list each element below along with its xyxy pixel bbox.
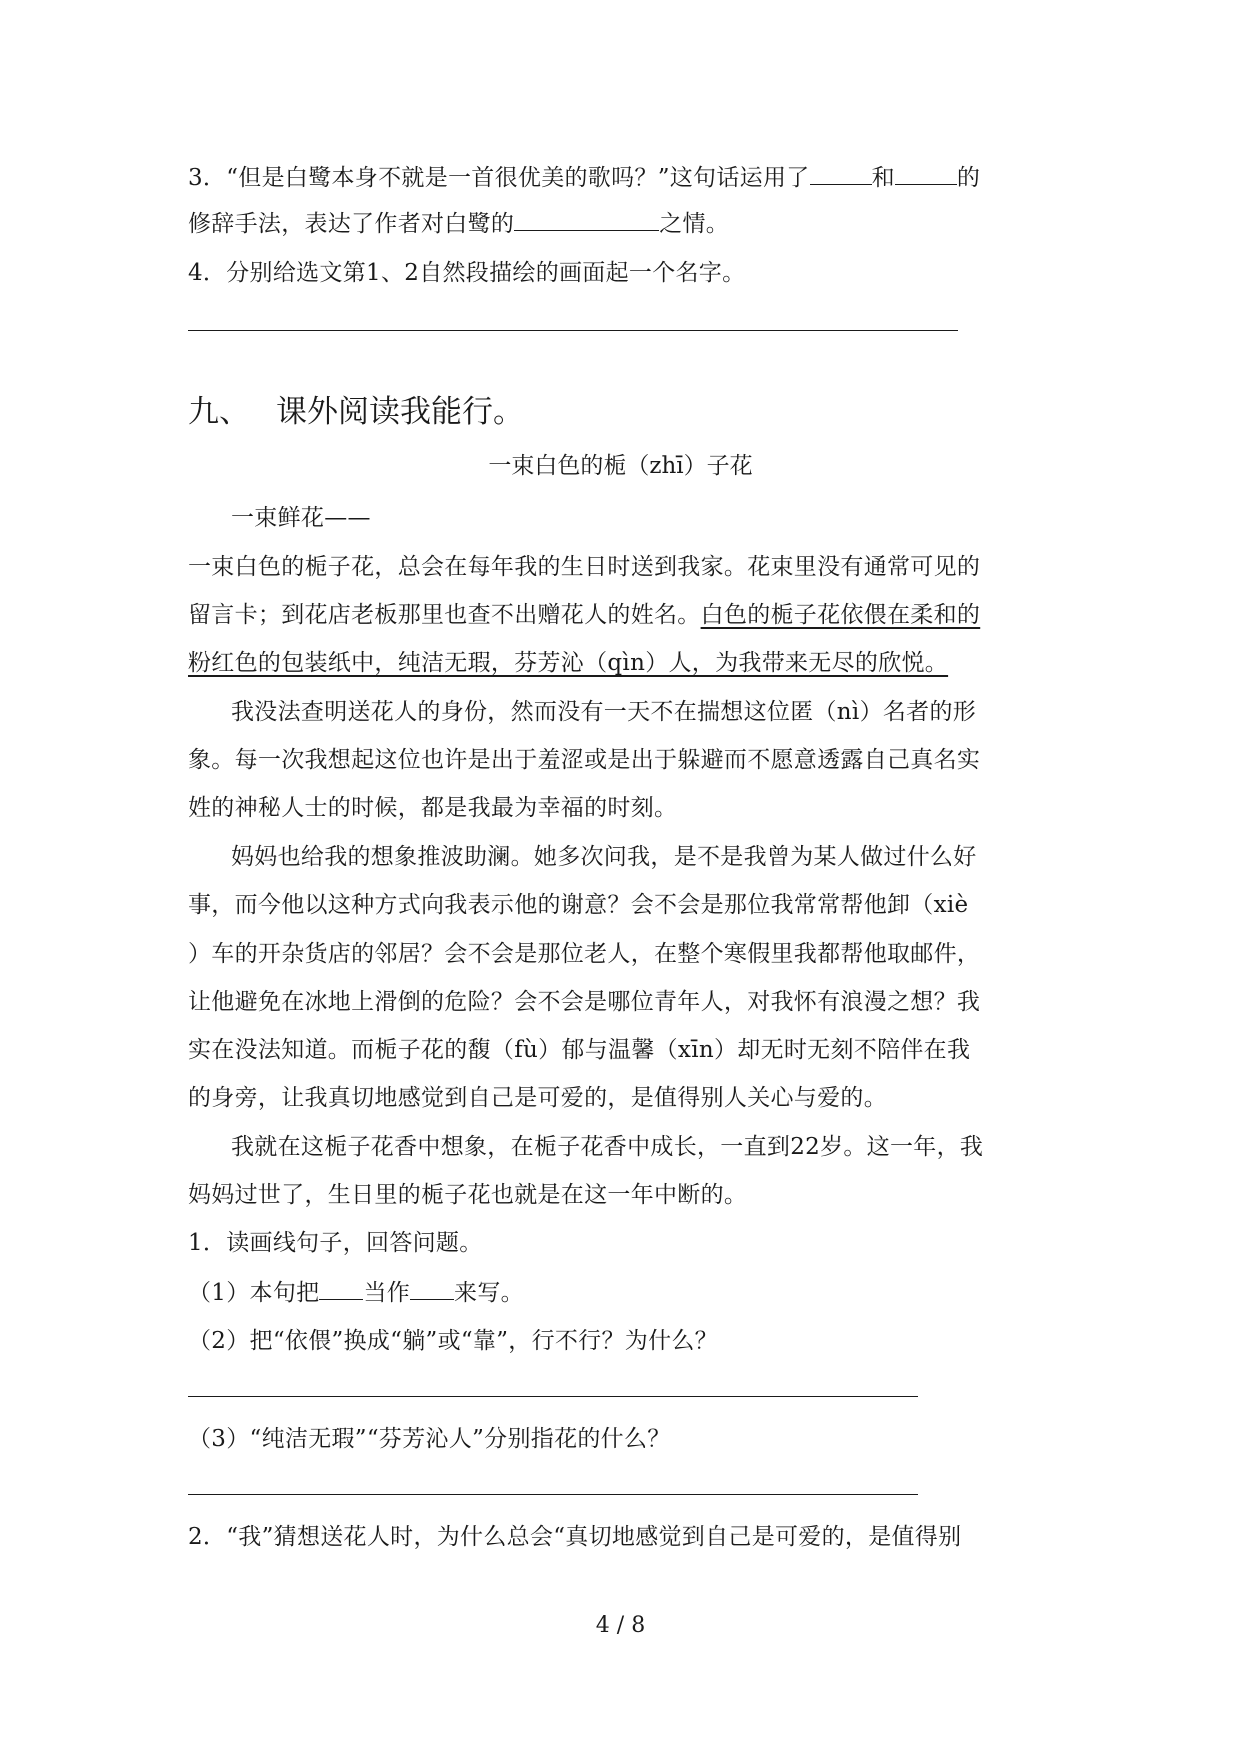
- underlined-sentence-part-1: 白色的栀子花依偎在柔和的: [700, 602, 981, 628]
- question-1-2: （2）把“依偎”换成“躺”或“靠”，行不行？为什么？: [188, 1328, 718, 1354]
- passage-subhead: 一束鲜花——: [231, 505, 371, 531]
- q3-blank-1[interactable]: [810, 162, 872, 185]
- paragraph-1-line-2: [188, 600, 980, 630]
- question-1-1-text-a: （1）本句把: [188, 1280, 320, 1306]
- q3-text-c: 的: [956, 165, 981, 191]
- question-1-1-blank-2[interactable]: [410, 1277, 454, 1300]
- q3-text-d: 修辞手法，表达了作者对白鹭的: [188, 211, 515, 237]
- paragraph-3-line-6: 的身旁，让我真切地感觉到自己是可爱的，是值得别人关心与爱的。: [188, 1085, 887, 1111]
- paragraph-3-line-4: 让他避免在冰地上滑倒的危险？会不会是哪位青年人，对我怀有浪漫之想？我: [188, 989, 981, 1015]
- paragraph-3-line-1: 妈妈也给我的想象推波助澜。她多次问我，是不是我曾为某人做过什么好: [231, 844, 977, 870]
- q4-answer-line[interactable]: [188, 330, 958, 331]
- q3-blank-3[interactable]: [514, 208, 659, 231]
- paragraph-2-line-2: 象。每一次我想起这位也许是出于羞涩或是出于躲避而不愿意透露自己真名实: [188, 747, 981, 773]
- q4-text: 4．分别给选文第1、2自然段描绘的画面起一个名字。: [188, 260, 746, 286]
- q3-text-e: 之情。: [659, 211, 730, 237]
- paragraph-3-line-5: 实在没法知道。而栀子花的馥（fù）郁与温馨（xīn）却无时无刻不陪伴在我: [188, 1037, 971, 1063]
- question-1-1-text-b: 当作: [363, 1280, 411, 1306]
- page-number: 4 / 8: [595, 1613, 646, 1638]
- question-1-3: （3）“纯洁无瑕”“芬芳沁人”分别指花的什么？: [188, 1426, 671, 1452]
- q3-text-a: 3．“但是白鹭本身不就是一首很优美的歌吗？”这句话运用了: [188, 165, 810, 191]
- paragraph-3-line-2: 事，而今他以这种方式向我表示他的谢意？会不会是那位我常常帮他卸（xiè: [188, 892, 969, 918]
- paragraph-1-line-3: [188, 648, 948, 678]
- paragraph-4-line-2: 妈妈过世了，生日里的栀子花也就是在这一年中断的。: [188, 1182, 748, 1208]
- passage-title: 一束白色的栀（zhī）子花: [488, 453, 753, 479]
- question-1-1: [188, 1277, 524, 1308]
- question-1-1-blank-1[interactable]: [319, 1277, 363, 1300]
- paragraph-3-line-3: ）车的开杂货店的邻居？会不会是那位老人，在整个寒假里我都帮他取邮件，: [188, 941, 981, 967]
- section-heading: [188, 392, 524, 432]
- question-1-3-answer-line[interactable]: [188, 1494, 918, 1495]
- q3-line1: [188, 162, 980, 193]
- question-1: 1．读画线句子，回答问题。: [188, 1230, 483, 1256]
- question-2: 2．“我”猜想送花人时，为什么总会“真切地感觉到自己是可爱的，是值得别: [188, 1524, 962, 1550]
- q3-line2: [188, 208, 729, 239]
- question-1-1-text-c: 来写。: [454, 1280, 524, 1306]
- underlined-sentence-part-2: 粉红色的包装纸中，纯洁无瑕，芬芳沁（qìn）人，为我带来无尽的欣悦。: [188, 650, 949, 676]
- paragraph-2-line-3: 姓的神秘人士的时候，都是我最为幸福的时刻。: [188, 795, 678, 821]
- paragraph-1-line-1: 一束白色的栀子花，总会在每年我的生日时送到我家。花束里没有通常可见的: [188, 554, 981, 580]
- question-1-2-answer-line[interactable]: [188, 1396, 918, 1397]
- section-number: 九、: [188, 394, 250, 430]
- section-title: 课外阅读我能行。: [276, 394, 524, 430]
- q3-blank-2[interactable]: [895, 162, 957, 185]
- q3-text-b: 和: [871, 165, 895, 191]
- paragraph-1-text: 留言卡；到花店老板那里也查不出赠花人的姓名。: [188, 602, 701, 628]
- paragraph-4-line-1: 我就在这栀子花香中想象，在栀子花香中成长，一直到22岁。这一年，我: [231, 1134, 984, 1160]
- paragraph-2-line-1: 我没法查明送花人的身份，然而没有一天不在揣想这位匿（nì）名者的形: [231, 699, 977, 725]
